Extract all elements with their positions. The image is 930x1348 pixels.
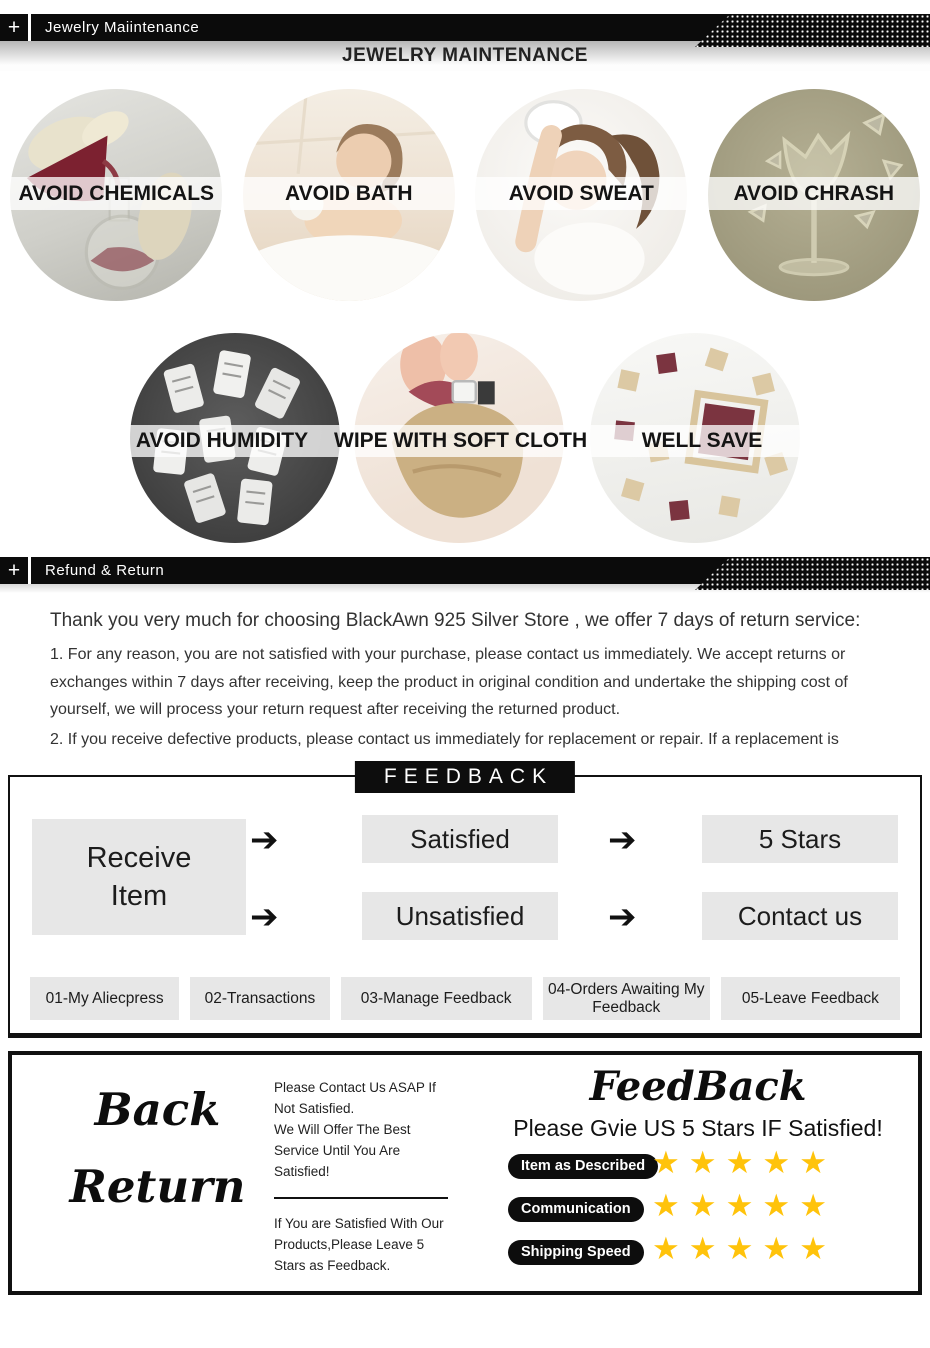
section-header-jewelry: [0, 14, 930, 41]
rating-pill: Item as Described: [508, 1154, 658, 1179]
unsatisfied-box: Unsatisfied: [362, 892, 558, 940]
step-leave-feedback: 05-Leave Feedback: [721, 977, 900, 1020]
star-icon: ★: [689, 1188, 726, 1224]
note-line-2: We Will Offer The Best Service Until You Are Satisfied!: [274, 1119, 458, 1182]
back-word: Back: [40, 1083, 275, 1136]
five-star-rating: [652, 1191, 836, 1222]
jewelry-header-title: Jewelry Maiintenance: [45, 19, 199, 36]
rating-row-communication: [470, 1195, 926, 1225]
refund-header-title: Refund & Return: [45, 562, 164, 579]
star-icon: ★: [726, 1145, 763, 1181]
star-icon: ★: [689, 1145, 726, 1181]
halftone-pattern: [695, 557, 930, 590]
feedback-title-tab: FEEDBACK: [355, 761, 575, 793]
step-orders-awaiting: 04-Orders Awaiting My Feedback: [543, 977, 710, 1020]
maintenance-label: AVOID BATH: [233, 182, 466, 206]
plus-glyph: +: [8, 559, 20, 583]
star-icon: ★: [726, 1231, 763, 1267]
arrow-right-icon: ➔: [608, 823, 637, 857]
maintenance-band-row1: [0, 177, 930, 210]
rating-pill: Shipping Speed: [508, 1240, 644, 1265]
five-star-rating: [652, 1148, 836, 1179]
feedback-panel-subtitle: Please Gvie US 5 Stars IF Satisfied!: [470, 1115, 926, 1142]
back-return-feedback-box: [8, 1051, 922, 1295]
receive-item-box: Receive Item: [32, 819, 246, 935]
page-title: JEWELRY MAINTENANCE: [342, 45, 588, 67]
rating-rows: [470, 1152, 926, 1268]
arrow-right-icon: ➔: [250, 900, 279, 934]
feedback-flow-box: [8, 775, 922, 1038]
plus-icon: [0, 557, 28, 584]
note-line-1: Please Contact Us ASAP If Not Satisfied.: [274, 1077, 458, 1119]
step-manage-feedback: 03-Manage Feedback: [341, 977, 532, 1020]
star-icon: ★: [726, 1188, 763, 1224]
feedback-steps-row: [30, 977, 900, 1020]
star-icon: ★: [652, 1188, 689, 1224]
refund-intro: Thank you very much for choosing BlackAwn 925 Silver Store , we offer 7 days of return service:: [50, 604, 870, 637]
star-icon: ★: [799, 1145, 836, 1181]
feedback-panel-title: FeedBack: [470, 1063, 926, 1111]
service-note: [274, 1077, 458, 1276]
arrow-right-icon: ➔: [608, 900, 637, 934]
star-icon: ★: [762, 1231, 799, 1267]
step-my-aliexpress: 01-My Aliecpress: [30, 977, 179, 1020]
maintenance-label: AVOID CHRASH: [698, 182, 930, 206]
star-icon: ★: [652, 1231, 689, 1267]
maintenance-row-1: [0, 89, 930, 301]
back-return-title: [40, 1083, 275, 1213]
star-icon: ★: [689, 1231, 726, 1267]
five-star-rating: [652, 1234, 836, 1265]
section-header-refund: [0, 557, 930, 584]
feedback-panel: [470, 1063, 926, 1281]
maintenance-label: AVOID CHEMICALS: [0, 182, 233, 206]
maintenance-label: WELL SAVE: [584, 429, 820, 453]
maintenance-label: AVOID SWEAT: [465, 182, 698, 206]
return-word: Return: [40, 1160, 275, 1213]
star-icon: ★: [799, 1188, 836, 1224]
maintenance-row-2: [0, 333, 930, 545]
plus-icon: [0, 14, 28, 41]
note-line-3: If You are Satisfied With Our Products,Please Leave 5 Stars as Feedback.: [274, 1213, 458, 1276]
star-icon: ★: [652, 1145, 689, 1181]
halftone-pattern: [695, 14, 930, 47]
maintenance-band-row2: [0, 425, 930, 457]
satisfied-box: Satisfied: [362, 815, 558, 863]
star-icon: ★: [799, 1231, 836, 1267]
rating-row-item-as-described: [470, 1152, 926, 1182]
arrow-right-icon: ➔: [250, 823, 279, 857]
five-stars-box: 5 Stars: [702, 815, 898, 863]
step-transactions: 02-Transactions: [190, 977, 329, 1020]
refund-header-bar: [31, 557, 930, 584]
maintenance-label: WIPE WITH SOFT CLOTH: [334, 429, 584, 453]
refund-point-2: 2. If you receive defective products, please contact us immediately for replacement or repair. If a replacement is: [50, 726, 894, 754]
note-divider: [274, 1197, 448, 1199]
rating-row-shipping-speed: [470, 1238, 926, 1268]
jewelry-header-bar: [31, 14, 930, 41]
star-icon: ★: [762, 1188, 799, 1224]
plus-glyph: +: [8, 16, 20, 40]
refund-point-1: 1. For any reason, you are not satisfied with your purchase, please contact us immediately. We accept returns or exchanges within 7 days after receiving, keep the product in original condition and undertake the shipping cost of yourself, we will process your return request after receiving the returned product.: [50, 641, 894, 724]
star-icon: ★: [762, 1145, 799, 1181]
contact-us-box: Contact us: [702, 892, 898, 940]
maintenance-label: AVOID HUMIDITY: [110, 429, 334, 453]
rating-pill: Communication: [508, 1197, 644, 1222]
